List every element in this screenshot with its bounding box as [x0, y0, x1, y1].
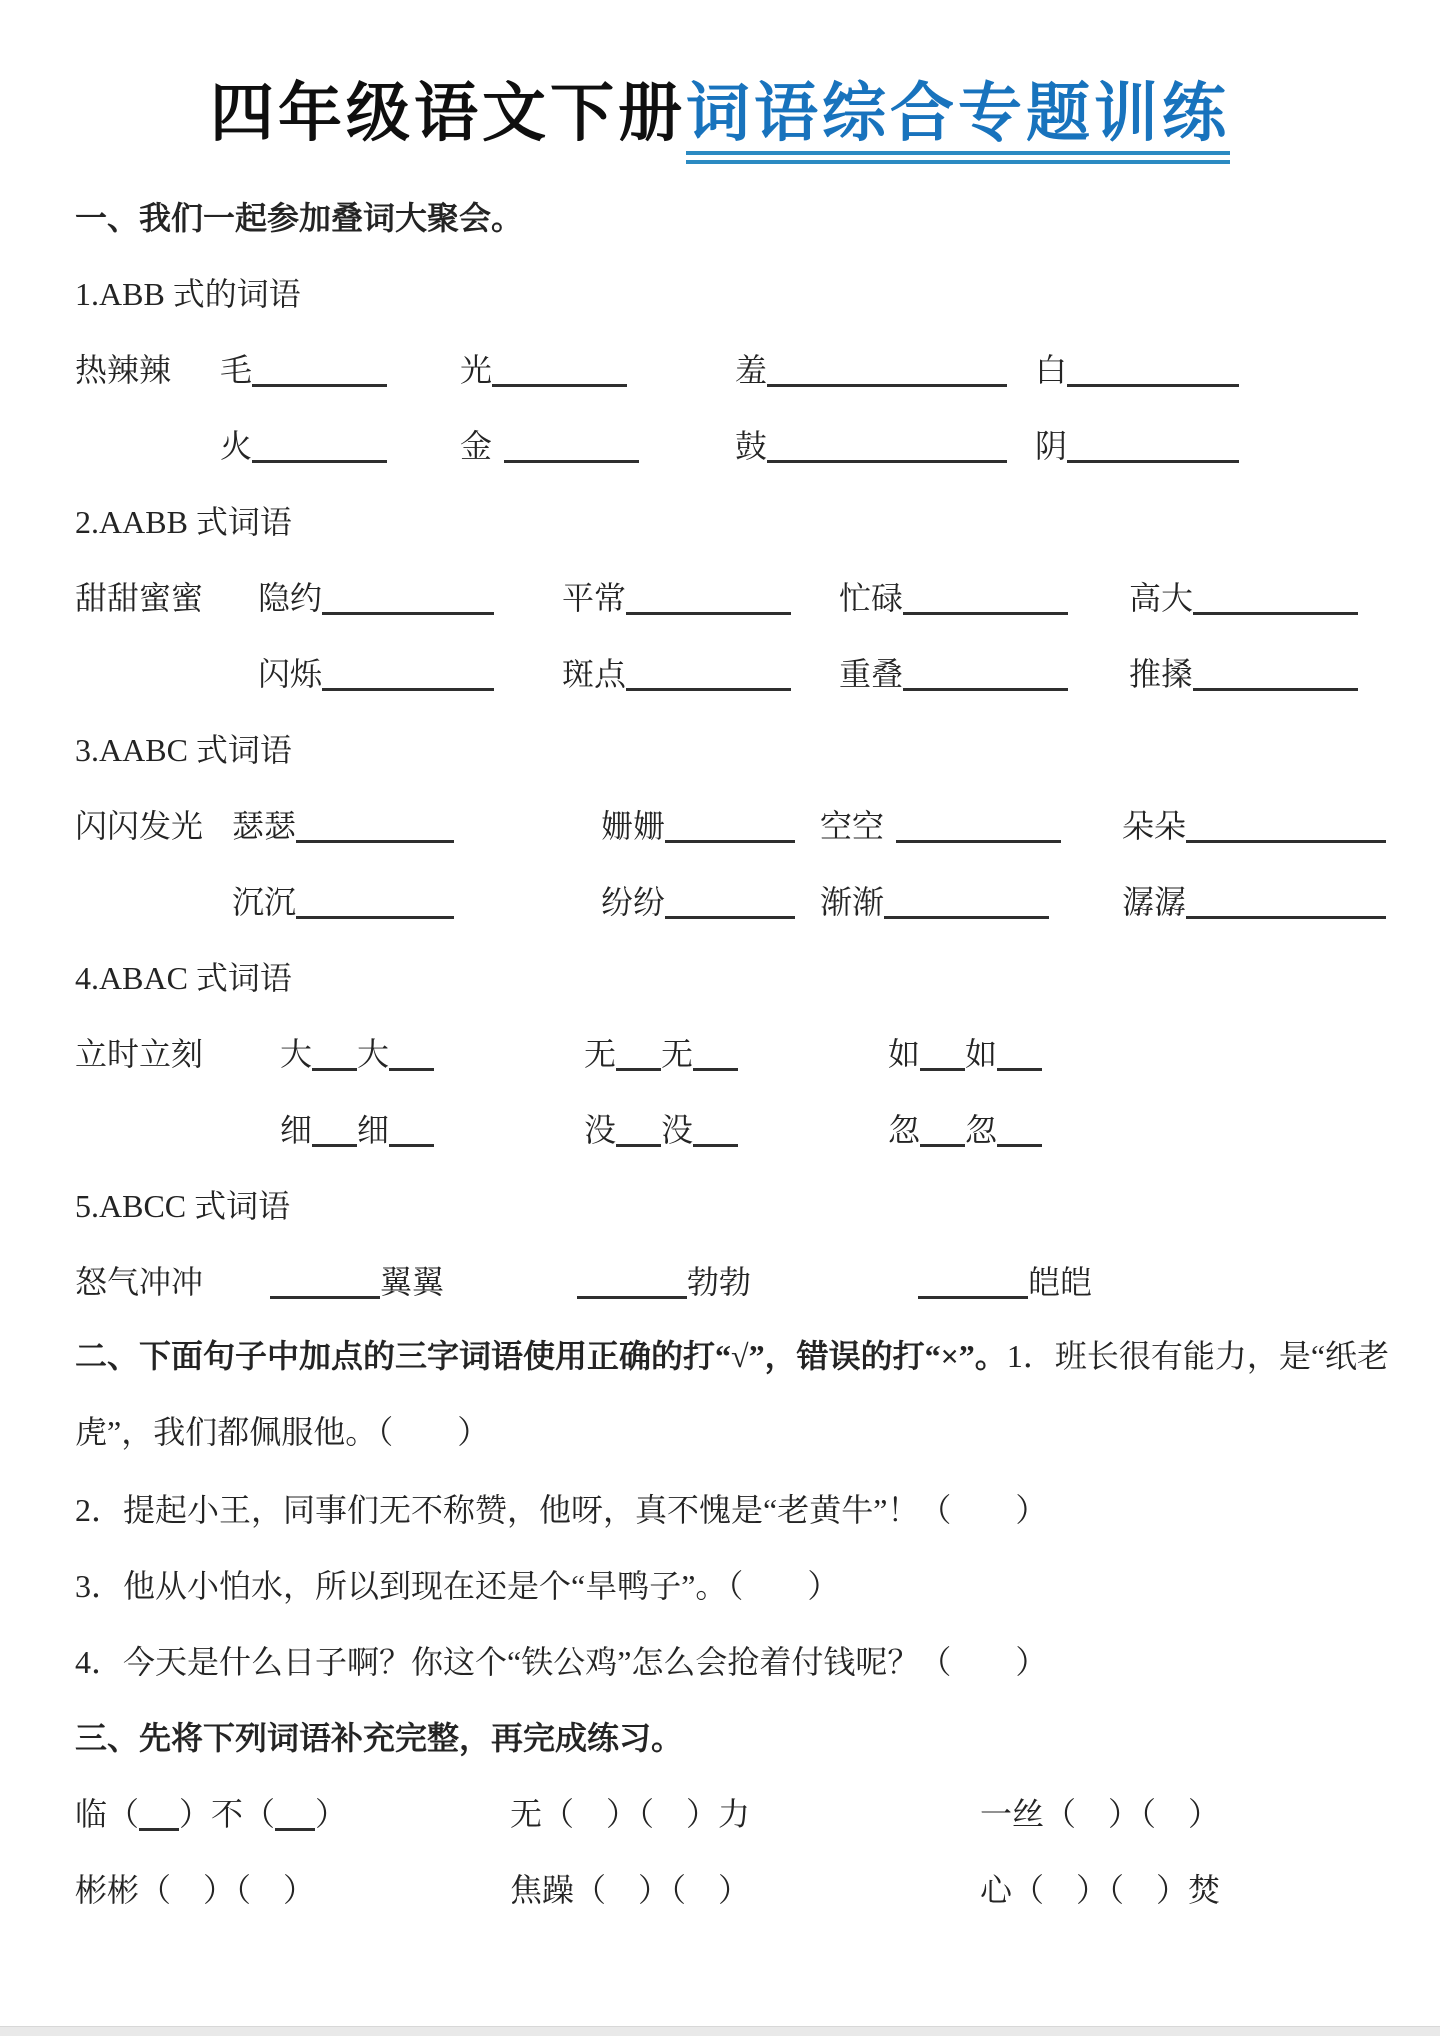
group-label-abcc: 5.ABCC 式词语: [75, 1188, 291, 1224]
fill-item: 沉沉: [232, 877, 601, 923]
fill-item: 勃勃: [577, 1257, 918, 1303]
fill-item: 渐渐: [820, 877, 1122, 923]
answer-blank: [322, 612, 494, 615]
answer-blank: [389, 1068, 434, 1071]
answer-blank: [252, 384, 387, 387]
answer-blank: [767, 460, 1007, 463]
section2-item-4: 4．今天是什么日子啊？你这个“铁公鸡”怎么会抢着付钱呢？（ ）: [75, 1644, 1048, 1680]
fill-item: 临（ ）不（ ）: [75, 1796, 348, 1832]
fill-item: 阴: [1035, 421, 1239, 467]
example-word: 热辣辣: [75, 352, 172, 388]
answer-blank: [312, 1068, 357, 1071]
fill-item: 推搡: [1129, 649, 1358, 695]
fill-item: 羞: [735, 345, 1035, 391]
aabb-row-2: [75, 634, 1395, 710]
fill-item: 姗姗: [601, 801, 820, 847]
answer-blank: [903, 612, 1068, 615]
group-label-aabb: 2.AABB 式词语: [75, 504, 292, 540]
page-bottom-edge: [0, 2026, 1440, 2036]
fill-item: 重叠: [839, 649, 1129, 695]
abcc-row: [75, 1242, 1395, 1318]
answer-blank: [616, 1068, 661, 1071]
fill-item: 光: [460, 345, 735, 391]
answer-blank: [296, 840, 454, 843]
answer-blank: [1067, 460, 1239, 463]
answer-blank: [492, 384, 627, 387]
answer-blank: [312, 1144, 357, 1147]
fill-item: 斑点: [562, 649, 839, 695]
section3-row-1: [75, 1774, 1395, 1850]
group-label-abac: 4.ABAC 式词语: [75, 960, 292, 996]
fill-item: 闪烁: [258, 649, 562, 695]
answer-blank: [270, 1296, 380, 1299]
section3-row-2: [75, 1850, 1395, 1926]
answer-blank: [767, 384, 1007, 387]
group-label-aabc: 3.AABC 式词语: [75, 732, 292, 768]
fill-item: 高大: [1129, 573, 1358, 619]
abb-row-2: [75, 406, 1395, 482]
answer-blank: [296, 916, 454, 919]
page-title: [0, 0, 1440, 154]
answer-blank: [1193, 688, 1358, 691]
abac-row-2: [75, 1090, 1395, 1166]
example-word: 闪闪发光: [75, 808, 204, 844]
fill-item: 鼓: [735, 421, 1035, 467]
fill-item: 隐约: [258, 573, 562, 619]
answer-blank: [920, 1144, 965, 1147]
title-prefix: 四年级语文下册: [210, 77, 686, 149]
fill-item: 金: [460, 421, 735, 467]
aabc-row-1: [75, 786, 1395, 862]
answer-blank: [139, 1828, 179, 1831]
fill-item: 翼翼: [270, 1257, 577, 1303]
abac-row-1: [75, 1014, 1395, 1090]
fill-item: 瑟瑟: [232, 801, 601, 847]
answer-blank: [997, 1068, 1042, 1071]
fill-item: 焦躁（ ）（ ）: [510, 1872, 751, 1908]
answer-blank: [693, 1068, 738, 1071]
fill-item: 白: [1035, 345, 1239, 391]
answer-blank: [275, 1828, 315, 1831]
answer-blank: [252, 460, 387, 463]
answer-blank: [665, 840, 795, 843]
answer-blank: [322, 688, 494, 691]
answer-blank: [504, 460, 639, 463]
answer-blank: [389, 1144, 434, 1147]
answer-blank: [665, 916, 795, 919]
section2-item-2: 2．提起小王，同事们无不称赞，他呀，真不愧是“老黄牛”！（ ）: [75, 1492, 1048, 1528]
fill-item: 平常: [562, 573, 839, 619]
example-word: 怒气冲冲: [75, 1264, 204, 1300]
answer-blank: [918, 1296, 1028, 1299]
answer-blank: [884, 916, 1049, 919]
fill-item: 没 没: [584, 1105, 888, 1151]
answer-blank: [626, 612, 791, 615]
answer-blank: [1067, 384, 1239, 387]
section2-item-1: 1．班长很有能力，是“纸老虎”，我们都佩服他。（ ）: [75, 1338, 1390, 1450]
section2-item-3: 3．他从小怕水，所以到现在还是个“旱鸭子”。（ ）: [75, 1568, 840, 1604]
fill-item: 彬彬（ ）（ ）: [75, 1872, 316, 1908]
fill-item: 毛: [220, 345, 460, 391]
answer-blank: [997, 1144, 1042, 1147]
fill-item: 纷纷: [601, 877, 820, 923]
fill-item: 无 无: [584, 1029, 888, 1075]
answer-blank: [626, 688, 791, 691]
example-word: 甜甜蜜蜜: [75, 580, 204, 616]
fill-item: 朵朵: [1122, 801, 1386, 847]
fill-item: 心（ ）（ ）焚: [980, 1872, 1221, 1908]
title-highlight: 词语综合专题训练: [686, 77, 1230, 164]
section2-heading: 二、下面句子中加点的三字词语使用正确的打“√”，错误的打“×”。: [75, 1338, 1007, 1374]
fill-item: 皑皑: [918, 1257, 1092, 1303]
worksheet-content: [0, 154, 1440, 1926]
answer-blank: [616, 1144, 661, 1147]
fill-item: 忙碌: [839, 573, 1129, 619]
section2-paragraph: [75, 1318, 1405, 1470]
fill-item: 空空: [820, 801, 1122, 847]
abb-row-1: [75, 330, 1395, 406]
fill-item: 细 细: [280, 1105, 584, 1151]
fill-item: 忽 忽: [888, 1105, 1192, 1151]
fill-item: 火: [220, 421, 460, 467]
answer-blank: [1186, 916, 1386, 919]
fill-item: 潺潺: [1122, 877, 1386, 923]
group-label-abb: 1.ABB 式的词语: [75, 276, 301, 312]
fill-item: 无（ ）（ ）力: [510, 1796, 751, 1832]
fill-item: 大 大: [280, 1029, 584, 1075]
answer-blank: [896, 840, 1061, 843]
aabc-row-2: [75, 862, 1395, 938]
aabb-row-1: [75, 558, 1395, 634]
answer-blank: [693, 1144, 738, 1147]
answer-blank: [920, 1068, 965, 1071]
section3-heading: 三、先将下列词语补充完整，再完成练习。: [75, 1720, 684, 1756]
answer-blank: [1186, 840, 1386, 843]
section1-heading: 一、我们一起参加叠词大聚会。: [75, 200, 524, 236]
example-word: 立时立刻: [75, 1036, 204, 1072]
answer-blank: [577, 1296, 687, 1299]
answer-blank: [1193, 612, 1358, 615]
answer-blank: [903, 688, 1068, 691]
fill-item: 如 如: [888, 1029, 1192, 1075]
fill-item: 一丝（ ）（ ）: [980, 1796, 1221, 1832]
